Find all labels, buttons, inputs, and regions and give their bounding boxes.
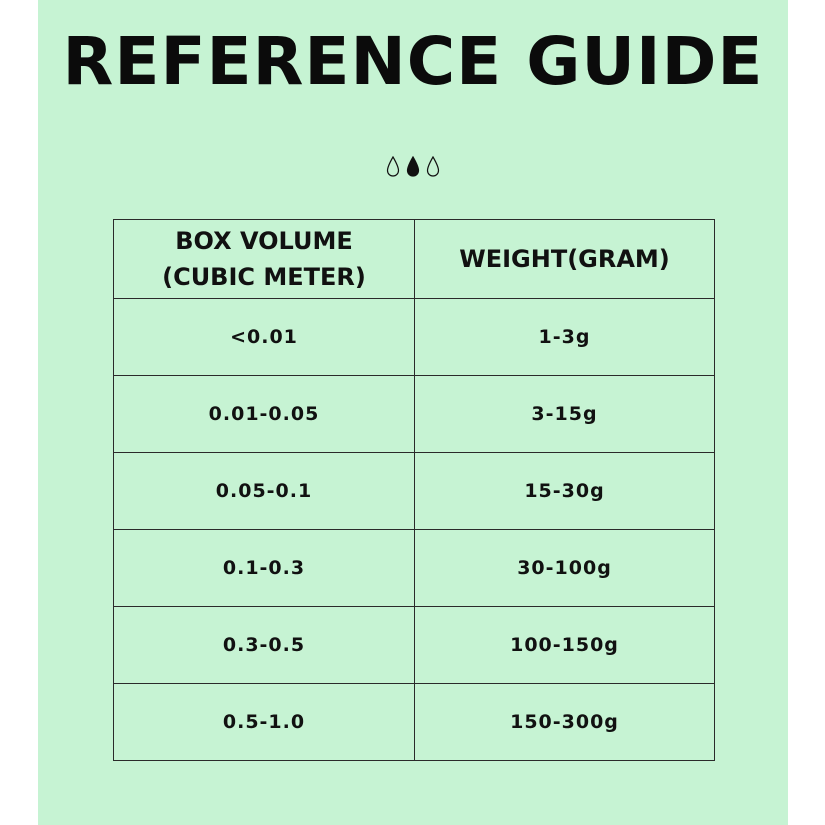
drop-outline-icon — [426, 156, 440, 178]
weight-cell: 1-3g — [415, 299, 715, 376]
page-title: REFERENCE GUIDE — [62, 23, 764, 100]
weight-cell: 15-30g — [415, 453, 715, 530]
header-box-volume-line2: (CUBIC METER) — [162, 263, 366, 291]
volume-cell: 0.5-1.0 — [114, 684, 415, 761]
drop-filled-icon — [406, 156, 420, 178]
table-row — [114, 299, 715, 376]
drop-outline-icon — [386, 156, 400, 178]
table-row — [114, 607, 715, 684]
header-box-volume-line1: BOX VOLUME — [175, 227, 353, 255]
reference-panel — [38, 0, 788, 825]
table-row — [114, 376, 715, 453]
weight-cell: 3-15g — [415, 376, 715, 453]
volume-cell: 0.3-0.5 — [114, 607, 415, 684]
table-row — [114, 684, 715, 761]
table-row — [114, 530, 715, 607]
volume-cell: <0.01 — [114, 299, 415, 376]
volume-cell: 0.1-0.3 — [114, 530, 415, 607]
weight-cell: 150-300g — [415, 684, 715, 761]
volume-cell: 0.01-0.05 — [114, 376, 415, 453]
header-weight: WEIGHT(GRAM) — [415, 220, 715, 299]
table-row — [114, 453, 715, 530]
header-box-volume — [114, 220, 415, 299]
weight-cell: 100-150g — [415, 607, 715, 684]
table-header-row — [114, 220, 715, 299]
drop-decoration — [38, 152, 788, 182]
reference-table — [113, 219, 715, 761]
weight-cell: 30-100g — [415, 530, 715, 607]
volume-cell: 0.05-0.1 — [114, 453, 415, 530]
